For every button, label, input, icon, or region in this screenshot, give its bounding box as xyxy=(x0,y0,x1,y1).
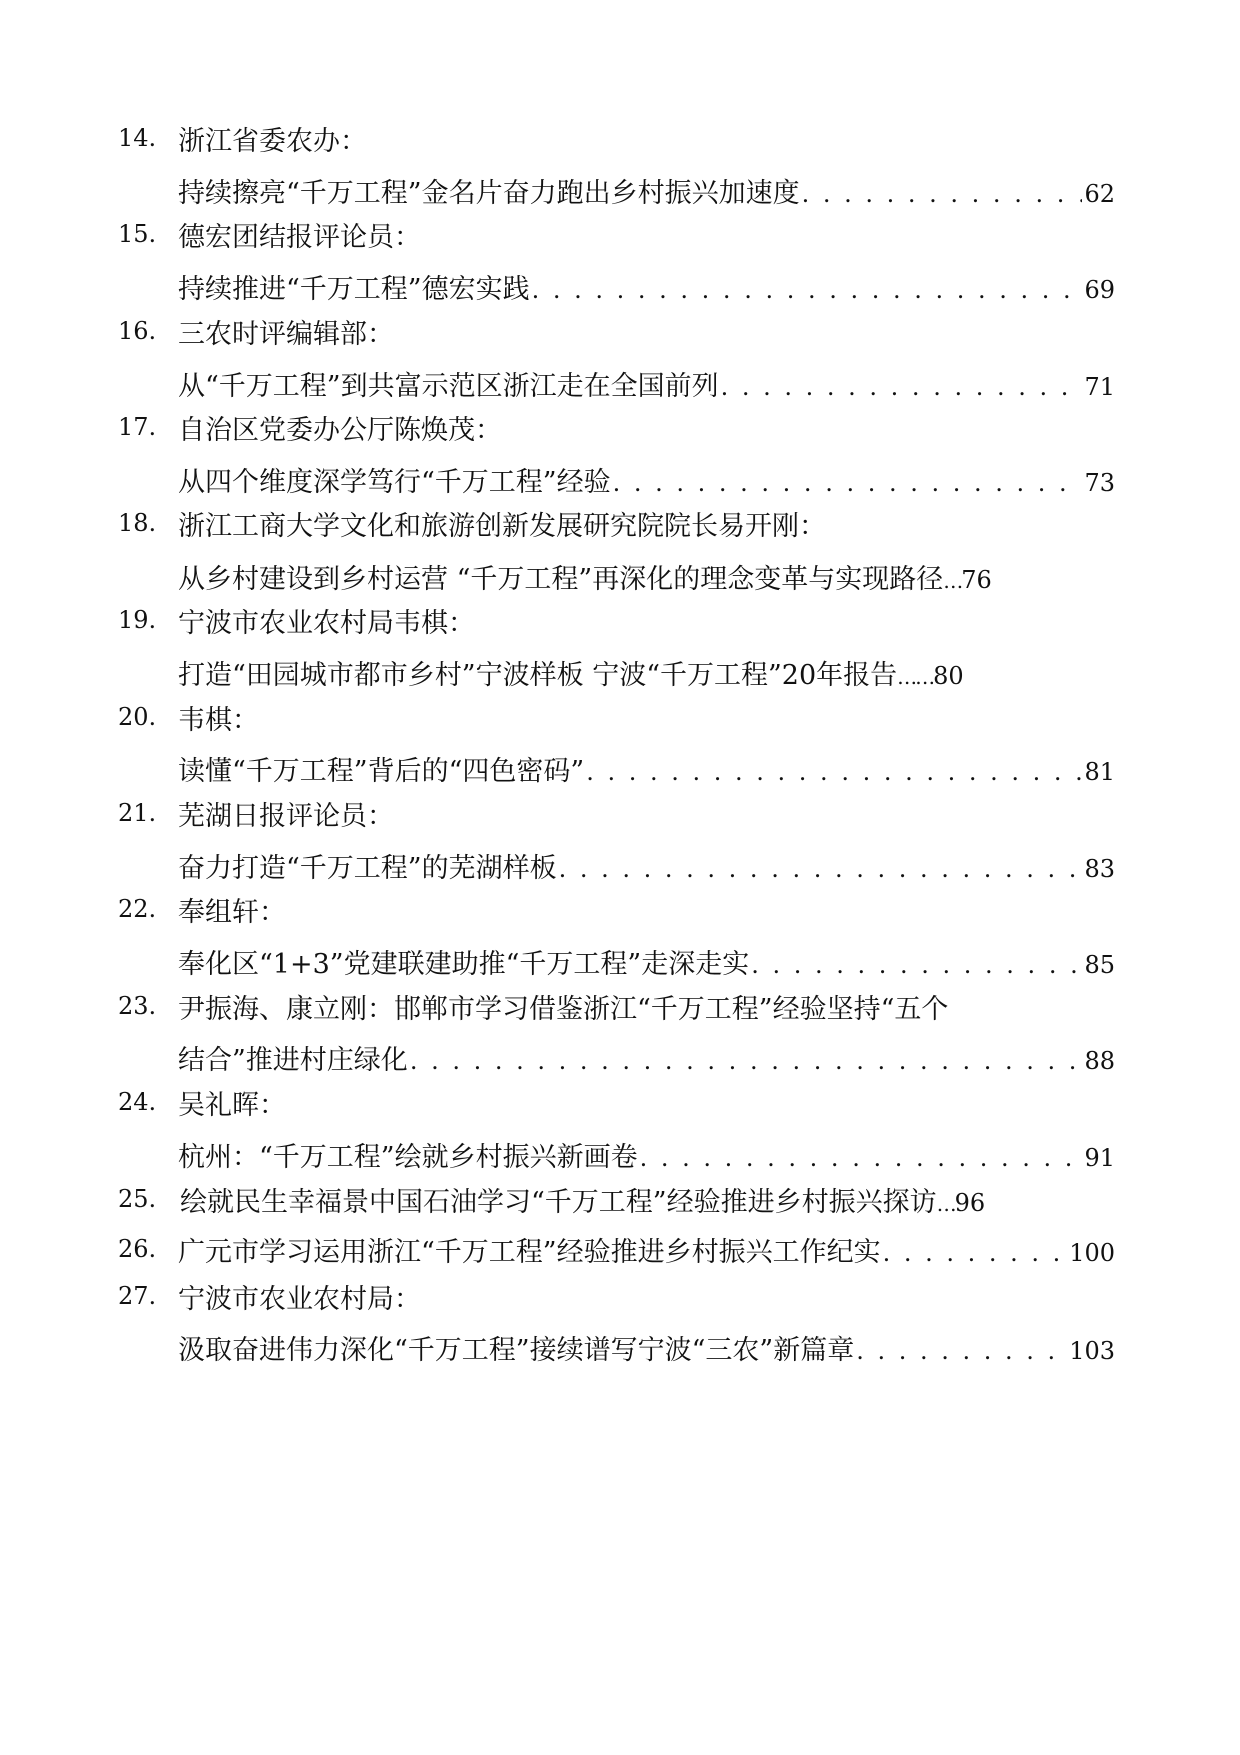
toc-entry-title: 奉化区“1+3”党建联建助推“千万工程”走深走实 xyxy=(178,948,750,980)
toc-entry-title: 绘就民生幸福景中国石油学习“千万工程”经验推进乡村振兴探访 xyxy=(180,1186,937,1218)
toc-entry-author: 三农时评编辑部： xyxy=(178,318,394,350)
dot-leader xyxy=(532,276,1083,304)
dot-leader xyxy=(410,1047,1083,1075)
toc-entry-title-line xyxy=(0,266,1240,306)
toc-entry-author: 浙江工商大学文化和旅游创新发展研究院院长易开刚： xyxy=(178,510,826,542)
toc-entry-number-line xyxy=(0,503,1240,543)
toc-page-number: 100 xyxy=(1069,1238,1115,1267)
toc-page-number: 71 xyxy=(1084,372,1115,401)
toc-entry-title-line xyxy=(0,363,1240,403)
toc-entry-number-line xyxy=(0,311,1240,351)
dot-leader xyxy=(586,758,1082,786)
toc-entry-title: 从乡村建设到乡村运营 “千万工程”再深化的理念变革与实现路径 xyxy=(178,563,944,595)
toc-entry-author: 奉组轩： xyxy=(178,896,286,928)
dot-leader xyxy=(721,373,1083,401)
toc-page-number: 76 xyxy=(961,565,992,594)
toc-entry-author: 德宏团结报评论员： xyxy=(178,221,421,253)
toc-entry-title: 杭州：“千万工程”绘就乡村振兴新画卷 xyxy=(178,1141,638,1173)
dot-leader xyxy=(751,951,1082,979)
toc-entry-title: 汲取奋进伟力深化“千万工程”接续谱写宁波“三农”新篇章 xyxy=(178,1334,855,1366)
dot-leader xyxy=(883,1239,1068,1267)
toc-entry[interactable] xyxy=(178,364,1115,403)
toc-entry-author: 韦棋： xyxy=(178,704,259,736)
toc-entry-number: 22. xyxy=(118,895,157,923)
toc-entry-author: 芜湖日报评论员： xyxy=(178,800,394,832)
toc-entry[interactable] xyxy=(178,1135,1115,1174)
toc-entry-author: 宁波市农业农村局韦棋： xyxy=(178,607,475,639)
toc-entry-author: 宁波市农业农村局： xyxy=(178,1283,421,1315)
toc-entry-number: 26. xyxy=(118,1235,157,1263)
toc-entry-title: 打造“田园城市都市乡村”宁波样板 宁波“千万工程”20年报告 xyxy=(178,659,898,691)
toc-entry-title: 持续推进“千万工程”德宏实践 xyxy=(178,273,530,305)
toc-entry-title: 从四个维度深学笃行“千万工程”经验 xyxy=(178,466,611,498)
toc-entry[interactable] xyxy=(178,749,1115,788)
toc-entry-number-line xyxy=(0,118,1240,158)
toc-entry-title: 广元市学习运用浙江“千万工程”经验推进乡村振兴工作纪实 xyxy=(178,1236,881,1268)
toc-page-number: 85 xyxy=(1084,950,1115,979)
toc-page-number: 88 xyxy=(1084,1046,1115,1075)
toc-entry-title-line xyxy=(0,845,1240,885)
toc-entry-number-line xyxy=(0,986,1240,1026)
toc-entry-number: 18. xyxy=(118,509,157,537)
toc-page-number: 80 xyxy=(933,661,964,690)
toc-entry-author: 浙江省委农办： xyxy=(178,125,367,157)
toc-entry-title-line xyxy=(0,556,1240,596)
toc-entry-title-line xyxy=(0,459,1240,499)
toc-page-number: 73 xyxy=(1084,468,1115,497)
toc-entry[interactable] xyxy=(178,1038,1115,1077)
toc-entry-number: 27. xyxy=(118,1282,157,1310)
toc-entry-number: 25. xyxy=(118,1185,157,1213)
toc-entry-title-line xyxy=(0,1037,1240,1077)
toc-entry-number: 15. xyxy=(118,220,157,248)
ellipsis-leader: …… xyxy=(897,664,934,689)
toc-entry-number: 23. xyxy=(118,992,157,1020)
toc-entry-number: 21. xyxy=(118,799,157,827)
toc-entry-title-line xyxy=(0,1327,1240,1367)
toc-entry[interactable] xyxy=(178,267,1115,306)
dot-leader xyxy=(640,1144,1083,1172)
toc-entry-number: 17. xyxy=(118,413,157,441)
toc-entry-title-line xyxy=(0,1229,1240,1269)
toc-entry[interactable] xyxy=(178,942,1115,981)
dot-leader xyxy=(856,1337,1067,1365)
toc-entry-title-line xyxy=(0,170,1240,210)
toc-entry[interactable] xyxy=(178,557,1095,596)
toc-page-number: 81 xyxy=(1084,757,1115,786)
toc-page-number: 69 xyxy=(1084,275,1115,304)
toc-entry-number-line xyxy=(0,214,1240,254)
toc-entry-title: 从“千万工程”到共富示范区浙江走在全国前列 xyxy=(178,370,719,402)
toc-entry[interactable] xyxy=(178,460,1115,499)
toc-entry-number-line xyxy=(0,697,1240,737)
toc-entry[interactable] xyxy=(178,1328,1115,1367)
toc-entry-title-line xyxy=(0,652,1240,692)
ellipsis-leader: … xyxy=(936,1191,955,1216)
toc-page-number: 62 xyxy=(1084,179,1115,208)
toc-entry-title-line xyxy=(0,1179,1240,1219)
toc-entry-number: 14. xyxy=(118,124,157,152)
toc-entry-author: 吴礼晖： xyxy=(178,1089,286,1121)
toc-entry[interactable] xyxy=(178,171,1115,210)
toc-entry-number-line xyxy=(0,793,1240,833)
toc-entry-title-line xyxy=(0,941,1240,981)
toc-page-number: 103 xyxy=(1069,1336,1115,1365)
toc-entry[interactable] xyxy=(178,846,1115,885)
toc-entry-title: 持续擦亮“千万工程”金名片奋力跑出乡村振兴加速度 xyxy=(178,177,800,209)
toc-entry-title-line xyxy=(0,748,1240,788)
toc-page-number: 91 xyxy=(1084,1143,1115,1172)
toc-entry[interactable] xyxy=(178,1230,1115,1269)
toc-page-number: 83 xyxy=(1084,854,1115,883)
dot-leader xyxy=(613,469,1083,497)
toc-entry-author: 自治区党委办公厅陈焕茂： xyxy=(178,414,502,446)
toc-page-number: 96 xyxy=(954,1188,986,1217)
ellipsis-leader: … xyxy=(943,568,962,593)
toc-entry-number: 20. xyxy=(118,703,157,731)
toc-entry-author: 尹振海、康立刚：邯郸市学习借鉴浙江“千万工程”经验坚持“五个 xyxy=(178,993,949,1025)
toc-entry-title: 结合”推进村庄绿化 xyxy=(178,1044,408,1076)
toc-entry-number-line xyxy=(0,1276,1240,1316)
toc-entry-title-line xyxy=(0,1134,1240,1174)
toc-entry-number-line xyxy=(0,600,1240,640)
toc-entry[interactable] xyxy=(178,653,1095,692)
toc-entry-number: 16. xyxy=(118,317,157,345)
toc-entry-number: 24. xyxy=(118,1088,157,1116)
dot-leader xyxy=(559,855,1083,883)
toc-entry-title: 读懂“千万工程”背后的“四色密码” xyxy=(178,755,585,787)
toc-entry-number-line xyxy=(0,407,1240,447)
toc-entry-title: 奋力打造“千万工程”的芜湖样板 xyxy=(178,852,557,884)
toc-entry-number-line xyxy=(0,1082,1240,1122)
dot-leader xyxy=(802,180,1083,208)
toc-entry-number: 19. xyxy=(118,606,157,634)
toc-entry[interactable] xyxy=(180,1180,1095,1219)
toc-entry-number-line xyxy=(0,889,1240,929)
